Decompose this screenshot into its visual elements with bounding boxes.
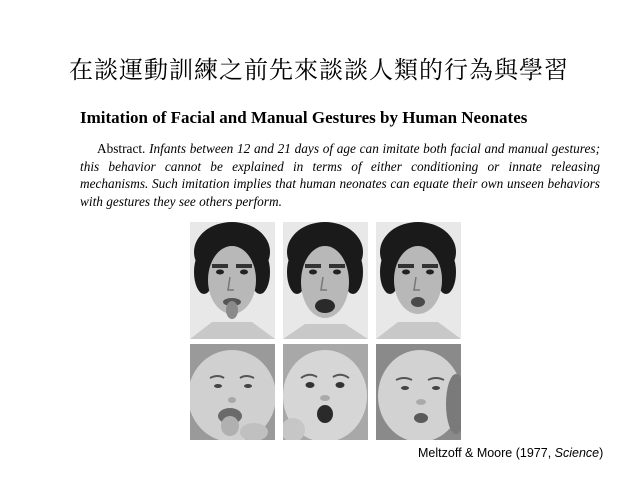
adult-photo-lip-protrusion — [376, 222, 461, 339]
citation — [418, 446, 603, 460]
infant-photo-tongue-protrusion — [190, 344, 275, 440]
abstract-label: Abstract. — [97, 141, 146, 156]
paper-title: Imitation of Facial and Manual Gestures by Human Neonates — [80, 108, 528, 127]
adult-photo-tongue-protrusion — [190, 222, 275, 339]
slide-title: 在談運動訓練之前先來談談人類的行為與學習 — [69, 56, 569, 84]
infant-photo-lip-protrusion — [376, 344, 461, 440]
infant-photo-mouth-opening — [283, 344, 368, 440]
adult-photo-mouth-opening — [283, 222, 368, 339]
citation-close: ) — [599, 446, 604, 460]
abstract-body: Infants between 12 and 21 days of age can imitate both facial and manual gestures; this behavior cannot be explained in terms of either conditioning or innate releasing mechanisms. Such imitation implies that human neonates can equate their own unseen behaviors with gestures they see others perform. — [80, 141, 600, 209]
citation-authors: Meltzoff & Moore (1977, — [418, 446, 552, 460]
abstract — [80, 140, 600, 210]
citation-journal: Science — [554, 446, 600, 460]
